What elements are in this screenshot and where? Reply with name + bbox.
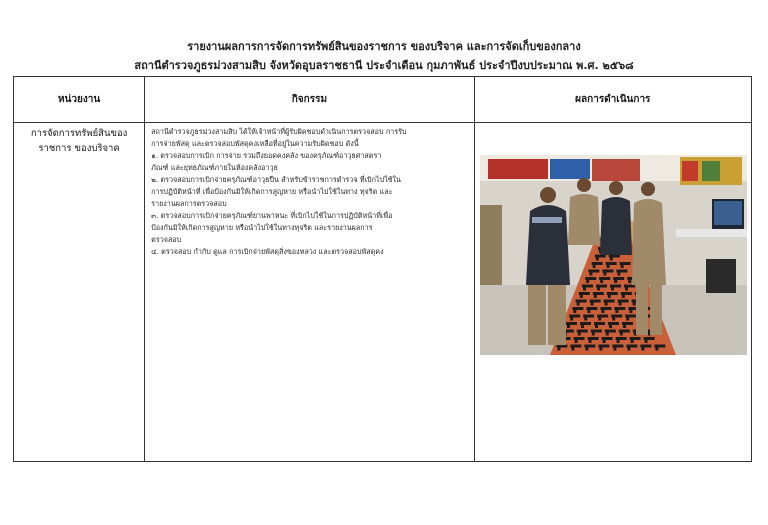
firearm (604, 330, 615, 333)
officer-background-left (480, 205, 502, 285)
header-result: ผลการดำเนินการ (474, 77, 751, 123)
firearm (617, 300, 628, 303)
firearm (592, 292, 603, 295)
firearm-grip (584, 318, 587, 321)
report-title-line-1: รายงานผลการการจัดการทรัพย์สินของราชการ ของบริจาค และการจัดเก็บของกลาง (187, 40, 581, 53)
firearm-grip (588, 340, 591, 343)
firearm-grip (620, 265, 623, 268)
firearm-grip (599, 348, 602, 351)
activity-line: ๑. ตรวจสอบการเบิก การจ่าย รวมถึงยอดคงคลัง ของครุภัณฑ์อาวุธศาสตรา (151, 151, 382, 160)
firearm-grip (655, 348, 658, 351)
firearm-grip (598, 318, 601, 321)
firearm (615, 337, 626, 340)
activity-line: ตรวจสอบ (151, 235, 182, 244)
firearm (611, 315, 622, 318)
firearm (575, 300, 586, 303)
officer-1-leg (548, 285, 566, 345)
firearm (586, 307, 597, 310)
firearm (605, 262, 616, 265)
firearm-grip (627, 348, 630, 351)
firearm (591, 262, 602, 265)
firearm (654, 345, 665, 348)
firearm (619, 262, 630, 265)
firearm-grip (625, 288, 628, 291)
firearm-grip (618, 303, 621, 306)
header-activity: กิจกรรม (145, 77, 474, 123)
firearm-grip (626, 318, 629, 321)
unit-name: การจัดการทรัพย์สินของราชการ ของบริจาค (30, 128, 128, 154)
firearm-grip (589, 273, 592, 276)
unit-cell (14, 123, 145, 462)
officer-1-leg (528, 285, 546, 345)
firearm-grip (607, 295, 610, 298)
firearm (572, 307, 583, 310)
firearm (602, 270, 613, 273)
firearm-grip (623, 325, 626, 328)
firearm (600, 307, 611, 310)
firearm-grip (585, 348, 588, 351)
wall-poster (592, 159, 640, 181)
firearm-grip (557, 348, 560, 351)
firearm-grip (577, 333, 580, 336)
firearm (606, 292, 617, 295)
firearm (573, 337, 584, 340)
firearm-grip (606, 265, 609, 268)
firearm-grip (630, 340, 633, 343)
officer-1-vest-label (532, 217, 562, 223)
firearm (640, 345, 651, 348)
officer-4-leg (636, 285, 648, 335)
firearm-grip (632, 303, 635, 306)
firearm (569, 315, 580, 318)
officer-3-vest (600, 197, 632, 255)
wall-sign-blue (550, 159, 590, 179)
activity-line: ๒. ตรวจสอบการเบิกจ่ายครุภัณฑ์อาวุธปืน สำหรับข้าราชการตำรวจ ที่เบิกไปใช้ใน (151, 175, 401, 184)
firearm (610, 285, 621, 288)
firearm-grip (593, 295, 596, 298)
firearm-grip (604, 303, 607, 306)
inspection-photo (480, 155, 747, 355)
firearm (601, 337, 612, 340)
firearm-grip (592, 265, 595, 268)
firearm (626, 345, 637, 348)
officer-1-head (540, 187, 556, 203)
firearm-grip (614, 280, 617, 283)
firearm (608, 322, 619, 325)
officer-4-leg (650, 285, 662, 335)
firearm-grip (571, 348, 574, 351)
report-title-line-2: สถานีตำรวจภูธรม่วงสามสิบ จังหวัดอุบลราชธานี ประจำเดือน กุมภาพันธ์ ประจำปีงบประมาณ พ.ศ. ๒๕๖๘ (134, 59, 634, 72)
firearm-grip (576, 303, 579, 306)
firearm-grip (600, 280, 603, 283)
firearm (612, 345, 623, 348)
firearm-grip (619, 333, 622, 336)
activity-line: ป้องกันมิให้เกิดการสูญหาย หรือนำไปใช้ในทางทุจริต และรายงานผลการ (151, 223, 373, 232)
firearm-grip (621, 295, 624, 298)
firearm (570, 345, 581, 348)
firearm (597, 315, 608, 318)
firearm-grip (581, 325, 584, 328)
firearm-grip (597, 288, 600, 291)
firearm-grip (591, 333, 594, 336)
firearm-grip (613, 348, 616, 351)
firearm-grip (595, 258, 598, 261)
firearm (614, 307, 625, 310)
firearm (643, 337, 654, 340)
table-header-row (14, 77, 752, 123)
firearm-grip (641, 348, 644, 351)
wall-board-panel (702, 161, 720, 181)
firearm (603, 300, 614, 303)
wall-sign-left (488, 159, 548, 179)
officer-2-head (577, 178, 591, 192)
firearm (622, 322, 633, 325)
officer-4-head (641, 182, 655, 196)
officer-4-uniform (632, 199, 666, 285)
firearm-grip (602, 340, 605, 343)
firearm-grip (570, 318, 573, 321)
photo-container (475, 123, 751, 355)
activity-line: ภัณฑ์ และยุทธภัณฑ์ภายในห้องคลังอาวุธ (151, 163, 278, 172)
firearm (594, 322, 605, 325)
firearm-grip (629, 310, 632, 313)
firearm (590, 330, 601, 333)
report-table (13, 76, 752, 462)
side-desk (676, 229, 747, 237)
firearm-grip (615, 310, 618, 313)
firearm-grip (583, 288, 586, 291)
firearm (599, 277, 610, 280)
firearm-grip (587, 310, 590, 313)
firearm (584, 345, 595, 348)
firearm (585, 277, 596, 280)
firearm-grip (628, 280, 631, 283)
firearm (629, 337, 640, 340)
activity-line: ๔. ตรวจสอบ กำกับ ดูแล การเบิกจ่ายพัสดุสิ่งของหลวง และตรวจสอบพัสดุคง (151, 247, 384, 256)
firearm (625, 315, 636, 318)
activity-text (145, 123, 473, 258)
firearm-grip (586, 280, 589, 283)
firearm-grip (609, 258, 612, 261)
firearm-grip (605, 333, 608, 336)
monitor-screen (714, 201, 742, 225)
firearm-grip (567, 325, 570, 328)
firearm (589, 300, 600, 303)
firearm (613, 277, 624, 280)
firearm (618, 330, 629, 333)
header-unit: หน่วยงาน (14, 77, 145, 123)
wall-board-panel (682, 161, 698, 181)
firearm-grip (603, 273, 606, 276)
result-cell (474, 123, 751, 462)
cabinet (706, 259, 736, 293)
officer-3-head (609, 181, 623, 195)
firearm (620, 292, 631, 295)
activity-line: ๓. ตรวจสอบการเบิกจ่ายครุภัณฑ์ยานพาหนะ ที่เบิกไปใช้ในการปฏิบัติหน้าที่เพื่อ (151, 211, 393, 220)
firearm-grip (595, 325, 598, 328)
firearm (576, 330, 587, 333)
firearm-grip (616, 340, 619, 343)
activity-line: การปฏิบัติหน้าที่ เพื่อป้องกันมิให้เกิดการสูญหาย หรือนำไปใช้ในทาง ทุจริต และ (151, 187, 393, 196)
firearm (598, 345, 609, 348)
firearm (582, 285, 593, 288)
activity-line: สถานีตำรวจภูธรม่วงสามสิบ ได้ให้เจ้าหน้าที่ผู้รับผิดชอบดำเนินการตรวจสอบ การรับ (151, 127, 407, 136)
firearm-grip (574, 340, 577, 343)
activity-line: รายงานผลการตรวจสอบ (151, 199, 227, 208)
firearm-grip (601, 310, 604, 313)
firearm-grip (573, 310, 576, 313)
firearm-grip (611, 288, 614, 291)
firearm-grip (644, 340, 647, 343)
table-row (14, 123, 752, 462)
firearm (588, 270, 599, 273)
firearm-grip (590, 303, 593, 306)
activity-line: การจ่ายพัสดุ และตรวจสอบพัสดุคงเหลือที่อยู่ในความรับผิดชอบ ดังนี้ (151, 139, 359, 148)
firearm (578, 292, 589, 295)
firearm-grip (617, 273, 620, 276)
firearm (616, 270, 627, 273)
firearm-grip (609, 325, 612, 328)
activity-cell (145, 123, 474, 462)
firearm (580, 322, 591, 325)
firearm (566, 322, 577, 325)
firearm-grip (579, 295, 582, 298)
officer-2-uniform (568, 194, 600, 245)
firearm (587, 337, 598, 340)
firearm-grip (612, 318, 615, 321)
firearm (583, 315, 594, 318)
firearm (596, 285, 607, 288)
